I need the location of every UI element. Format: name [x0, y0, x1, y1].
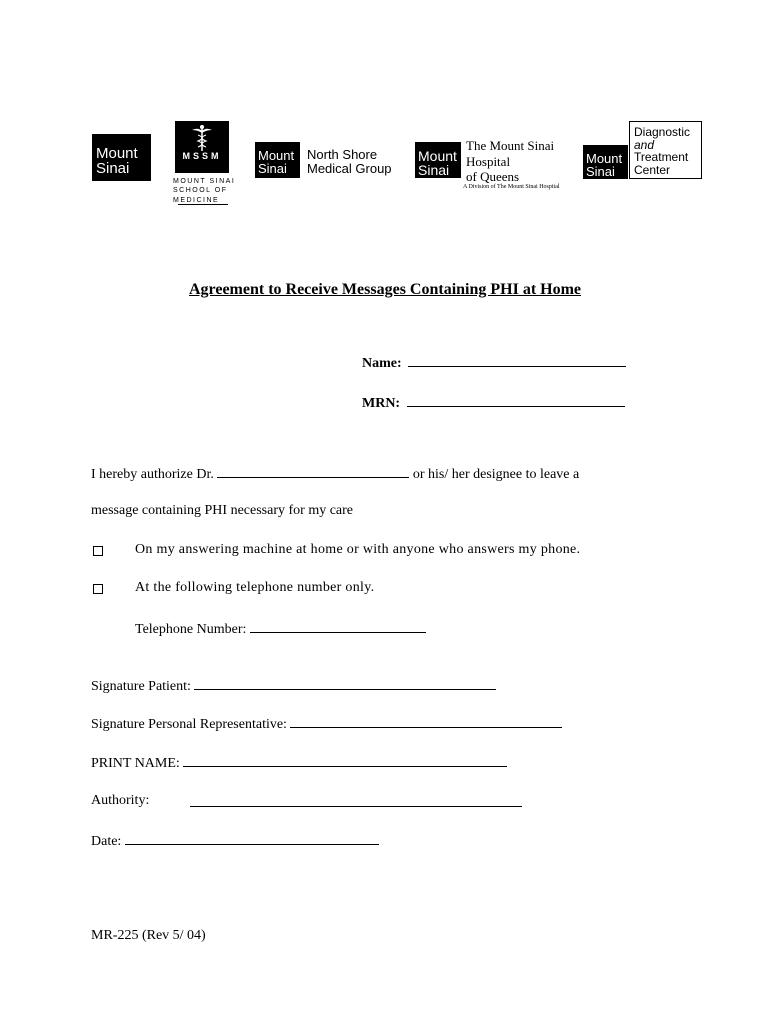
option-answering-machine: On my answering machine at home or with anyone who answers my phone.	[135, 542, 581, 557]
logo-line: and	[634, 137, 655, 152]
print-name-label: PRINT NAME:	[91, 756, 180, 771]
logo-line: Treatment	[634, 150, 689, 165]
logo-line: Diagnostic	[634, 125, 691, 139]
option-telephone-only: At the following telephone number only.	[135, 580, 375, 595]
logo-divider	[178, 204, 228, 205]
logo-line: Mount	[258, 148, 295, 163]
telephone-field	[135, 620, 426, 638]
signature-rep-input-line[interactable]	[290, 715, 562, 728]
caduceus-icon	[190, 124, 214, 152]
signature-rep-label: Signature Personal Representative:	[91, 717, 287, 732]
logo-line: Medical Group	[307, 160, 392, 176]
logo-line: Hospital	[466, 153, 511, 169]
telephone-only-checkbox[interactable]	[93, 584, 103, 594]
authorize-text: I hereby authorize Dr.	[91, 467, 214, 482]
logo-line: Mount	[96, 145, 138, 162]
mrn-field	[362, 394, 625, 412]
date-field	[91, 832, 379, 850]
logo-line: Sinai	[258, 161, 287, 176]
form-title: Agreement to Receive Messages Containing PHI at Home	[188, 281, 582, 298]
logo-line: The Mount Sinai	[466, 138, 555, 153]
diagnostic-logo-text	[634, 126, 690, 176]
mssm-mark: MSSM	[182, 151, 222, 161]
authority-label: Authority:	[91, 793, 150, 808]
queens-logo-subtitle: A Division of The Mount Sinai Hospital	[463, 184, 560, 190]
date-input-line[interactable]	[125, 832, 379, 845]
answering-machine-checkbox[interactable]	[93, 546, 103, 556]
mrn-input-line[interactable]	[407, 394, 625, 407]
authority-input-line[interactable]	[190, 794, 522, 807]
mrn-label: MRN:	[362, 396, 401, 411]
print-name-field	[91, 754, 507, 772]
logo-line: Center	[634, 162, 671, 177]
logo-line: Sinai	[586, 164, 615, 179]
form-number: MR-225 (Rev 5/ 04)	[91, 928, 206, 943]
logo-line: MOUNT SINAI	[173, 178, 236, 185]
north-shore-logo-box	[255, 142, 300, 178]
authorization-line-2: message containing PHI necessary for my care	[91, 503, 354, 518]
mssm-logo	[175, 121, 229, 173]
logo-line: SCHOOL OF	[173, 187, 228, 195]
logo-line: Sinai	[418, 162, 450, 178]
authorization-line	[91, 465, 579, 483]
name-label: Name:	[362, 356, 402, 371]
logo-line: of Queens	[466, 169, 520, 185]
print-name-input-line[interactable]	[183, 754, 507, 767]
signature-patient-input-line[interactable]	[194, 677, 496, 690]
doctor-name-input-line[interactable]	[217, 465, 409, 478]
school-of-medicine-text	[173, 177, 235, 205]
queens-logo-text	[466, 138, 554, 185]
name-input-line[interactable]	[408, 354, 626, 367]
north-shore-logo-text	[307, 148, 392, 175]
name-field	[362, 354, 626, 372]
logo-line: Mount	[586, 151, 623, 166]
date-label: Date:	[91, 834, 122, 849]
logo-line: Sinai	[96, 160, 130, 177]
logo-line: MEDICINE	[173, 196, 220, 204]
authorize-text: or his/ her designee to leave a	[412, 467, 580, 482]
signature-rep-field	[91, 715, 562, 733]
telephone-label: Telephone Number:	[135, 622, 247, 637]
logo-line: North Shore	[307, 147, 378, 162]
queens-logo-box	[415, 142, 461, 178]
diagnostic-logo-box	[583, 145, 628, 179]
signature-patient-field	[91, 677, 496, 695]
signature-patient-label: Signature Patient:	[91, 679, 191, 694]
mount-sinai-logo	[92, 134, 151, 181]
telephone-input-line[interactable]	[250, 620, 426, 633]
logo-line: Mount	[418, 148, 457, 164]
